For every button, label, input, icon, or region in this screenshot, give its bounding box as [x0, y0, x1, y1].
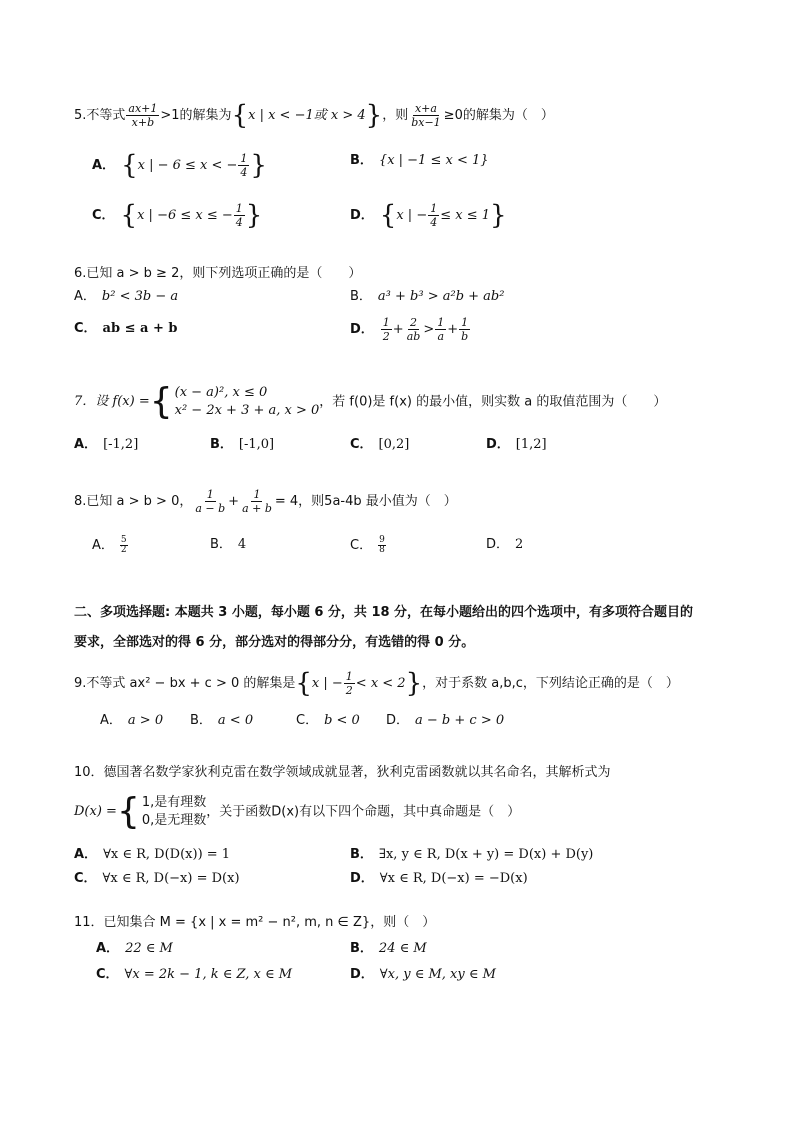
q7-option-d[interactable]: D． [1,2] — [486, 437, 547, 452]
q8-option-d[interactable]: D． 2 — [486, 537, 524, 552]
q9-option-d[interactable]: D． a − b + c > 0 — [386, 713, 505, 728]
q6-stem: 6.已知 a > b ≥ 2，则下列选项正确的是（ ） — [74, 266, 362, 281]
q11-option-d[interactable]: D． ∀x, y ∈ M, xy ∈ M — [350, 967, 496, 982]
q7-option-a[interactable]: A． [-1,2] — [74, 437, 139, 452]
q8-option-a[interactable]: A． $\frac{5}{2}$ — [92, 535, 127, 555]
q5-frac1: $\frac{ax+1}{x+b}$ — [128, 102, 158, 129]
q8-option-c[interactable]: C． $\frac{9}{8}$ — [350, 535, 385, 555]
q10-stem: 10．德国著名数学家狄利克雷在数学领域成就显著，狄利克雷函数就以其名命名，其解析式为 — [74, 765, 611, 780]
q5-option-b[interactable]: B． {x | −1 ≤ x < 1} — [350, 153, 489, 168]
q10-option-a[interactable]: A． ∀x ∈ R, D(D(x)) = 1 — [74, 847, 231, 862]
q7-option-c[interactable]: C． [0,2] — [350, 437, 410, 452]
q9-option-b[interactable]: B． a < 0 — [190, 713, 254, 728]
q5-stem: 5.不等式 $\frac{ax+1}{x+b}$ >1的解集为{x | x < −1或 x > 4}，则 $\frac{x+a}{bx-1}$ ≥0的解集为（ ） — [74, 100, 554, 131]
q9-option-c[interactable]: C． b < 0 — [296, 713, 360, 728]
q7-stem: 7．设 f(x) = { (x − a)², x ≤ 0 x² − 2x + 3 + a, x > 0 ，若 f(0)是 f(x) 的最小值，则实数 a 的取值范围为（ ） — [74, 381, 667, 422]
q6-option-d[interactable]: D． $\frac{1}{2}$ + $\frac{2}{ab}$ > $\frac{1}{a}$ + $\frac{1}{b}$ — [350, 316, 469, 343]
q7-option-b[interactable]: B． [-1,0] — [210, 437, 275, 452]
q10-option-d[interactable]: D． ∀x ∈ R, D(−x) = −D(x) — [350, 871, 528, 886]
q11-stem: 11．已知集合 M = {x | x = m² − n², m, n ∈ Z}，则（ ） — [74, 915, 436, 930]
q11-option-c[interactable]: C． ∀x = 2k − 1, k ∈ Z, x ∈ M — [96, 967, 293, 982]
q6-option-c[interactable]: C． ab ≤ a + b — [74, 321, 178, 336]
q5-frac2: $\frac{x+a}{bx-1}$ — [411, 102, 441, 129]
q11-option-a[interactable]: A． 22 ∈ M — [96, 941, 173, 956]
q8-stem: 8.已知 a > b > 0， $\frac{1}{a - b}$ + $\frac{1}{a + b}$ = 4，则5a-4b 最小值为（ ） — [74, 488, 457, 515]
q5-option-d[interactable]: D． {x | − $\frac{1}{4}$ ≤ x ≤ 1} — [350, 200, 507, 231]
q6-option-a[interactable]: A． b² < 3b − a — [74, 289, 179, 304]
q5-option-a[interactable]: A． {x | − 6 ≤ x < − $\frac{1}{4}$ } — [92, 150, 267, 181]
section-2-heading-cont: 要求，全部选对的得 6 分，部分选对的得部分分，有选错的得 0 分。 — [74, 635, 475, 650]
q8-option-b[interactable]: B． 4 — [210, 537, 247, 552]
q10-option-c[interactable]: C． ∀x ∈ R, D(−x) = D(x) — [74, 871, 240, 886]
q9-stem: 9.不等式 ax² − bx + c > 0 的解集是{x | − $\frac{1}{2}$ < x < 2}，对于系数 a,b,c，下列结论正确的是（ ） — [74, 668, 679, 699]
q10-option-b[interactable]: B． ∃x, y ∈ R, D(x + y) = D(x) + D(y) — [350, 847, 594, 862]
q6-option-b[interactable]: B． a³ + b³ > a²b + ab² — [350, 289, 505, 304]
q10-definition: D(x) = { 1,是有理数 0,是无理数 ，关于函数D(x)有以下四个命题，其中真命题是（ ） — [74, 791, 521, 832]
section-2-heading: 二、多项选择题: 本题共 3 小题，每小题 6 分，共 18 分，在每小题给出的四个选项中，有多项符合题目的 — [74, 605, 694, 620]
q11-option-b[interactable]: B． 24 ∈ M — [350, 941, 427, 956]
q9-option-a[interactable]: A． a > 0 — [100, 713, 164, 728]
q5-option-c[interactable]: C． {x | −6 ≤ x ≤ − $\frac{1}{4}$ } — [92, 200, 263, 231]
